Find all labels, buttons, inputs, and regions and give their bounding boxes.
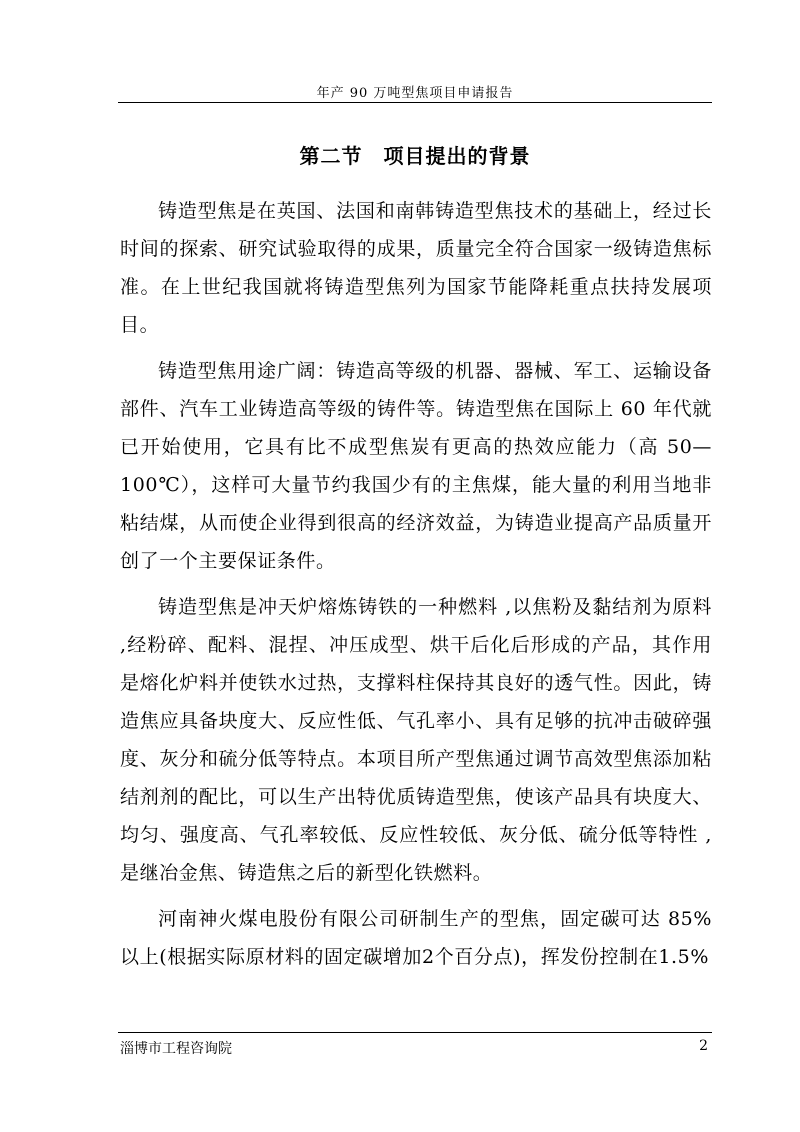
header-divider [118, 102, 712, 103]
paragraph: 河南神火煤电股份有限公司研制生产的型焦，固定碳可达 85%以上(根据实际原材料的固定碳增加2个百分点)，挥发份控制在1.5% [120, 908, 712, 968]
section-title: 第二节 项目提出的背景 [299, 144, 531, 168]
paragraph: 铸造型焦是冲天炉熔炼铸铁的一种燃料 ,以焦粉及黏结剂为原料 ,经粉碎、配料、混捏、冲压成型、烘干后化后形成的产品，其作用是熔化炉料并使铁水过热，支撑料柱保持其良好的透气性。因此，铸造焦应具备块度大、反应性低、气孔率小、具有足够的抗冲击破碎强度、灰分和硫分低等特点。本项目所产型焦通过调节高效型焦添加粘结剂剂的配比，可以生产出特优质铸造型焦，使该产品具有块度大、均匀、强度高、气孔率较低、反应性较低、灰分低、硫分低等特性 ,是继冶金焦、铸造焦之后的新型化铁燃料。 [120, 596, 712, 884]
paragraph: 铸造型焦用途广阔：铸造高等级的机器、器械、军工、运输设备部件、汽车工业铸造高等级的铸件等。铸造型焦在国际上 60 年代就已开始使用，它具有比不成型焦炭有更高的热效应能力（高 50—100℃），这样可大量节约我国少有的主焦煤，能大量的利用当地非粘结煤，从而使企业得到很高的经济效益，为铸造业提高产品质量开创了一个主要保证条件。 [120, 360, 712, 572]
running-header: 年产 90 万吨型焦项目申请报告 [316, 86, 514, 101]
paragraph: 铸造型焦是在英国、法国和南韩铸造型焦技术的基础上，经过长时间的探索、研究试验取得的成果，质量完全符合国家一级铸造焦标准。在上世纪我国就将铸造型焦列为国家节能降耗重点扶持发展项目。 [120, 200, 712, 336]
page-number: 2 [699, 1038, 708, 1054]
footer-divider [118, 1032, 712, 1033]
footer-organization: 淄博市工程咨询院 [120, 1041, 232, 1057]
body-text [120, 192, 712, 984]
